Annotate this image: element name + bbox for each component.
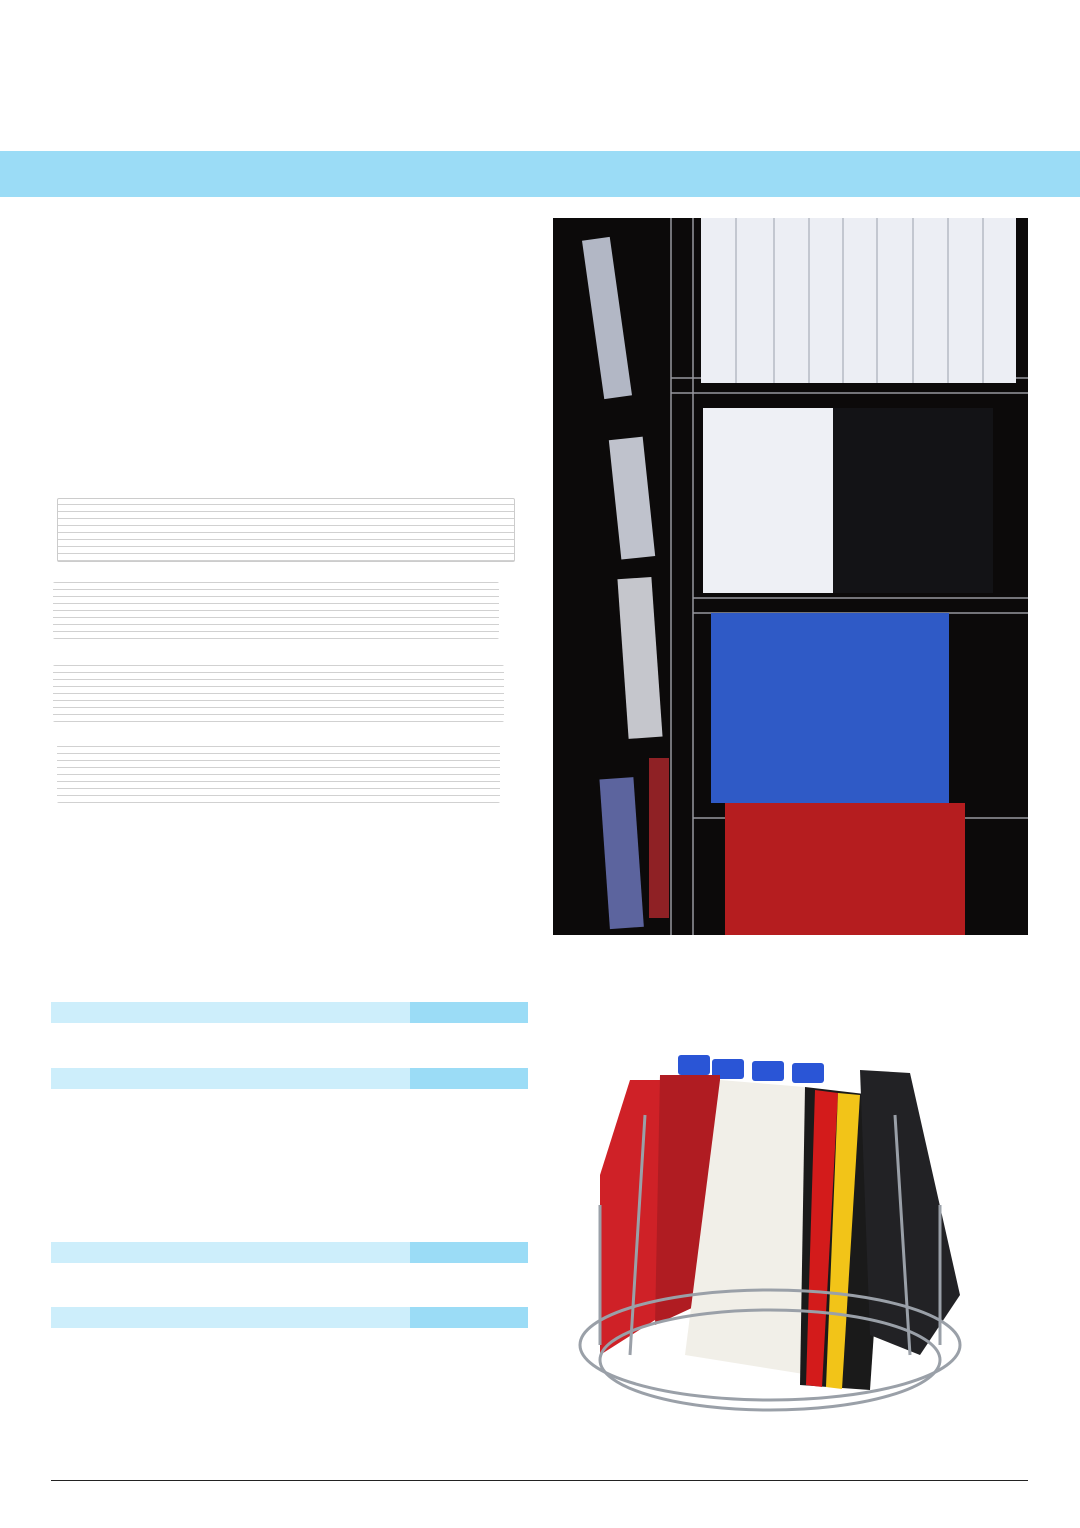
- sample-ruler-erst-bier: [53, 665, 504, 722]
- price-row: [51, 1068, 528, 1089]
- price-cell: [410, 1307, 528, 1328]
- title-bar: [0, 151, 1080, 197]
- counter-display-photo: [560, 1055, 980, 1415]
- sample-ruler-frauenpower: [53, 582, 499, 639]
- price-cell: [410, 1242, 528, 1263]
- sample-ruler-michael: [57, 498, 515, 562]
- price-row: [51, 1307, 528, 1328]
- display-stand-photo: [553, 218, 1028, 935]
- price-cell: [410, 1068, 528, 1089]
- price-row: [51, 1242, 528, 1263]
- price-cell: [410, 1002, 528, 1023]
- price-row: [51, 1002, 528, 1023]
- footer-rule: [51, 1480, 1028, 1481]
- sample-ruler-opa: [57, 745, 500, 803]
